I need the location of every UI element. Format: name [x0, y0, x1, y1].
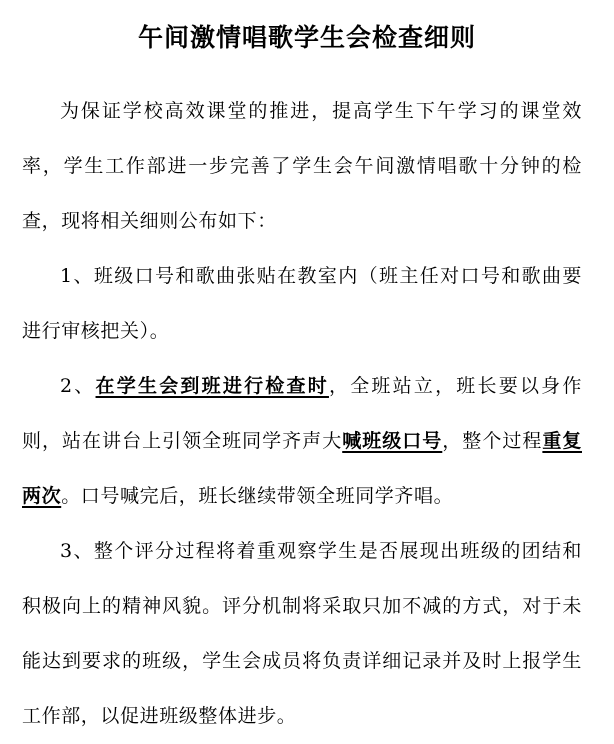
rule-2-text-2: ，整个过程: [442, 430, 543, 452]
rule-2-emphasis-slogan: 喊班级口号: [342, 430, 443, 452]
rule-2-text-3: 。口号喊完后，班长继续带领全班同学齐唱。: [61, 485, 454, 507]
rule-2-paragraph: [22, 359, 582, 524]
rule-2-text-1: ，全班站立，班长要以身作则，站在讲台上引领全班同学齐声大: [22, 375, 582, 452]
document-body: [22, 84, 582, 744]
rule-2-prefix: 2、: [60, 375, 96, 397]
intro-paragraph: 为保证学校高效课堂的推进，提高学生下午学习的课堂效率，学生工作部进一步完善了学生会午间激情唱歌十分钟的检查，现将相关细则公布如下：: [22, 100, 582, 232]
rule-1-paragraph: 1、班级口号和歌曲张贴在教室内（班主任对口号和歌曲要进行审核把关）。: [22, 265, 582, 342]
rule-3-paragraph: 3、整个评分过程将着重观察学生是否展现出班级的团结和积极向上的精神风貌。评分机制将采取只加不减的方式，对于未能达到要求的班级，学生会成员将负责详细记录并及时上报学生工作部，以促进班级整体进步。: [22, 540, 582, 727]
rule-2-emphasis-inspection: 在学生会到班进行检查时: [95, 375, 329, 397]
document-title: 午间激情唱歌学生会检查细则: [137, 23, 476, 52]
rule-2-emphasis-repeat: 重复两次: [22, 430, 582, 507]
